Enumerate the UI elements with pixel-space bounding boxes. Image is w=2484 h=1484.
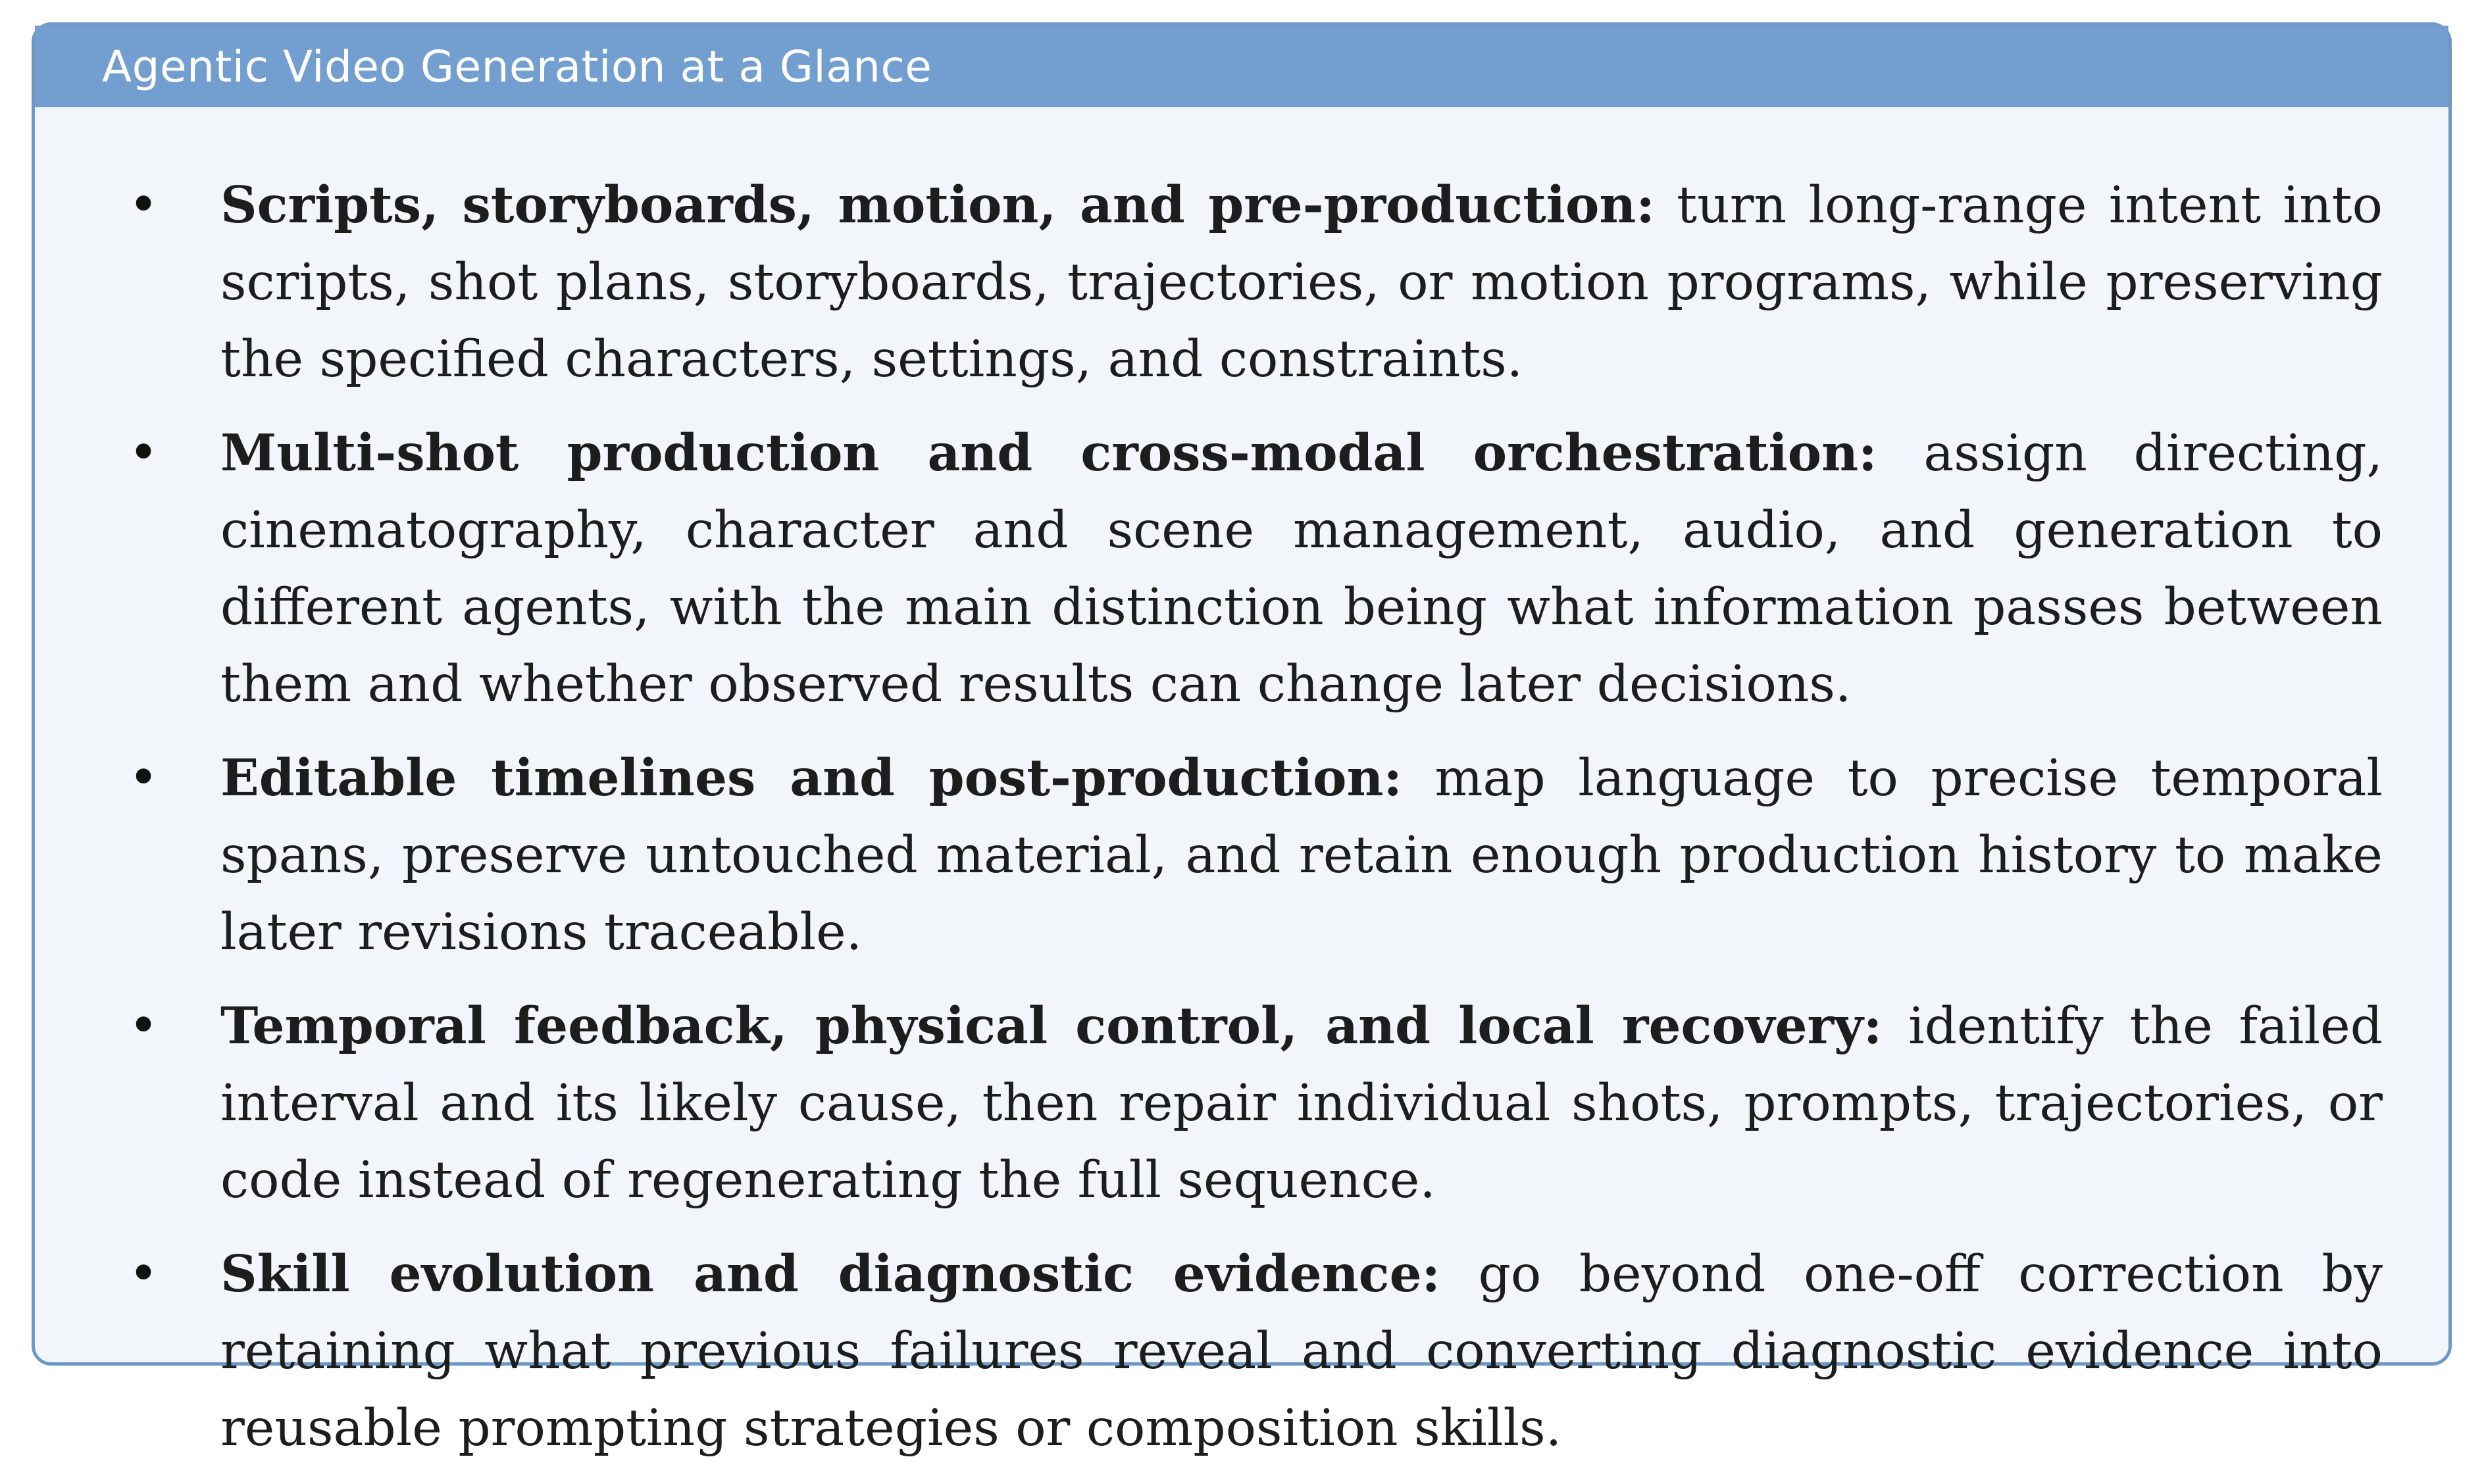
list-item-skill-evolution [35,1236,2448,1467]
bullet-icon: • [128,176,159,235]
item-text: go beyond one-off correction by retaining what previous failures reveal and converting diagnostic evidence into reusable prompting strategies or composition skills. [220,1245,2383,1458]
item-text: map language to precise temporal spans, preserve untouched material, and retain enough production history to make later revisions traceable. [220,749,2383,962]
panel-header [35,26,2448,107]
bullet-icon: • [128,749,159,808]
list-item-timelines [35,740,2448,971]
list-item-temporal-feedback [35,988,2448,1219]
item-heading: Editable timelines and post-production: [220,749,1402,808]
bullet-list [35,167,2448,1484]
item-text: turn long-range intent into scripts, shot plans, storyboards, trajectories, or motion programs, while preserving the specified characters, settings, and constraints. [220,176,2383,389]
bullet-icon: • [128,1245,159,1304]
item-heading: Temporal feedback, physical control, and local recovery: [220,997,1883,1056]
list-item-multi-shot [35,415,2448,723]
glance-panel [32,22,2452,1458]
item-text: assign directing, cinematography, character and scene management, audio, and generation to different agents, with the main distinction being what information passes between them and whether observed results can change later decisions. [220,424,2383,714]
bullet-icon: • [128,997,159,1056]
bullet-icon: • [128,424,159,483]
item-heading: Skill evolution and diagnostic evidence: [220,1245,1440,1304]
item-heading: Multi-shot production and cross-modal orchestration: [220,424,1877,483]
item-heading: Scripts, storyboards, motion, and pre-production: [220,176,1655,235]
list-item-pre-production [35,167,2448,398]
panel-title: Agentic Video Generation at a Glance [102,41,932,92]
item-text: identify the failed interval and its likely cause, then repair individual shots, prompts, trajectories, or code instead of regenerating the full sequence. [220,997,2383,1210]
